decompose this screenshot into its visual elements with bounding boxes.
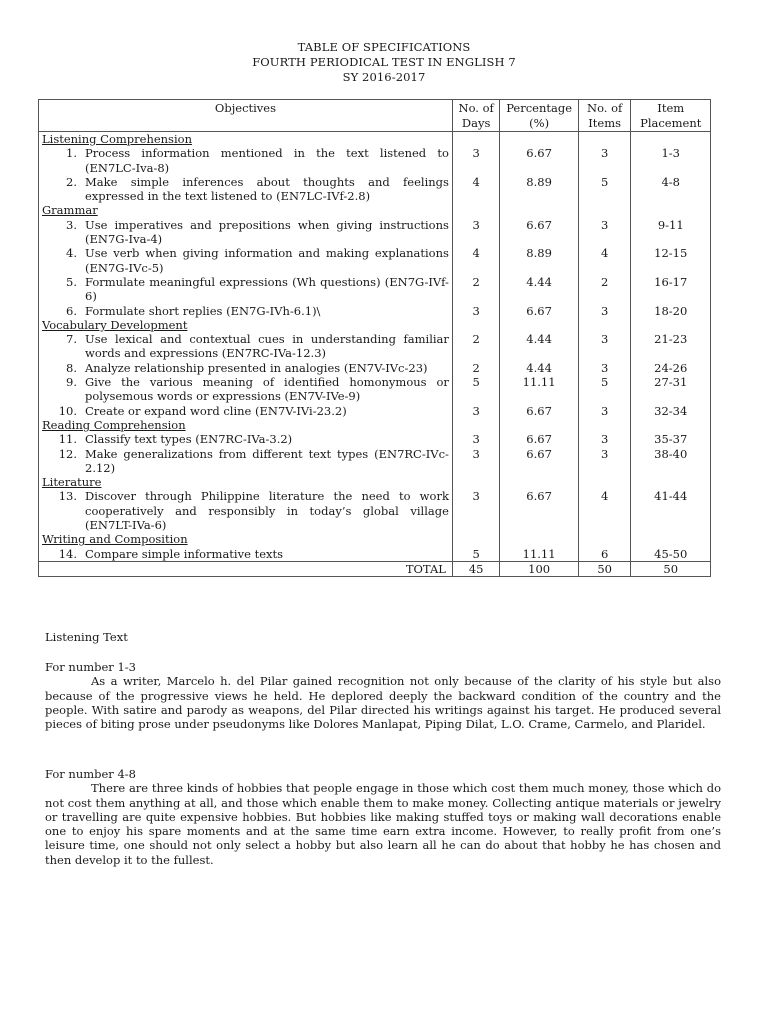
header-objectives: Objectives xyxy=(39,100,453,132)
placement-cell: 1-3 xyxy=(631,146,711,175)
section-title-cell xyxy=(39,203,453,217)
percentage-cell: 6.67 xyxy=(500,218,578,247)
objective-text: Use lexical and contextual cues in understanding familiar words and expressions (EN7RC-IVa-12.3) xyxy=(85,332,449,361)
section-title-cell xyxy=(39,475,453,489)
objective-text: Analyze relationship presented in analogies (EN7V-IVc-23) xyxy=(85,360,428,375)
total-placement: 50 xyxy=(631,561,711,576)
table-row xyxy=(39,218,711,247)
passage-1-block xyxy=(45,660,721,731)
section-empty-cell xyxy=(452,475,499,489)
days-cell: 4 xyxy=(452,246,499,275)
percentage-cell: 11.11 xyxy=(500,375,578,404)
section-title-cell xyxy=(39,418,453,432)
objective-cell xyxy=(39,146,453,175)
section-empty-cell xyxy=(452,203,499,217)
total-days: 45 xyxy=(452,561,499,576)
objective-text: Use imperatives and prepositions when giving instructions (EN7G-Iva-4) xyxy=(85,217,449,247)
table-row xyxy=(39,404,711,418)
objective-cell xyxy=(39,432,453,446)
total-items: 50 xyxy=(578,561,631,576)
table-row xyxy=(39,432,711,446)
table-row xyxy=(39,547,711,562)
items-cell: 2 xyxy=(578,275,631,304)
objective-number: 13. xyxy=(58,489,77,504)
specifications-table xyxy=(38,99,711,577)
days-cell: 3 xyxy=(452,146,499,175)
passage-1-label: For number 1-3 xyxy=(45,660,136,674)
percentage-cell: 8.89 xyxy=(500,246,578,275)
items-cell: 3 xyxy=(578,304,631,318)
items-cell: 3 xyxy=(578,432,631,446)
days-cell: 3 xyxy=(452,218,499,247)
objective-text: Formulate meaningful expressions (Wh questions) (EN7G-IVf-6) xyxy=(85,274,449,304)
objective-text: Compare simple informative texts xyxy=(85,546,284,561)
section-row xyxy=(39,532,711,546)
listening-heading-block xyxy=(45,630,721,644)
objective-text: Discover through Philippine literature the need to work cooperatively and responsibly in today’s global village (EN7LT-IVa-6) xyxy=(85,489,449,533)
section-title: Literature xyxy=(42,475,102,490)
placement-cell: 41-44 xyxy=(631,489,711,532)
passage-1-text: As a writer, Marcelo h. del Pilar gained recognition not only because of the clarity of his style but also because of the progressive views he held. He deplored deeply the backward condition of the country and the people. With satire and parody as weapons, del Pilar directed his writings against his target. He produced several pieces of biting prose under pseudonyms like Dolores Manlapat, Piping Dilat, L.O. Crame, Carmelo, and Plaridel. xyxy=(45,674,721,732)
days-cell: 2 xyxy=(452,275,499,304)
objective-cell xyxy=(39,175,453,204)
header-placement: Item Placement xyxy=(631,100,711,132)
section-row xyxy=(39,475,711,489)
objective-cell xyxy=(39,489,453,532)
objective-cell xyxy=(39,404,453,418)
section-title-cell xyxy=(39,532,453,546)
objective-number: 8. xyxy=(66,360,77,375)
section-empty-cell xyxy=(631,418,711,432)
section-empty-cell xyxy=(578,132,631,147)
placement-cell: 21-23 xyxy=(631,332,711,361)
table-row xyxy=(39,304,711,318)
objective-cell xyxy=(39,304,453,318)
section-title: Writing and Composition xyxy=(42,532,188,547)
section-empty-cell xyxy=(631,318,711,332)
days-cell: 2 xyxy=(452,361,499,375)
doc-subtitle: FOURTH PERIODICAL TEST IN ENGLISH 7 xyxy=(252,55,516,69)
objective-text: Make generalizations from different text types (EN7RC-IVc-2.12) xyxy=(85,446,449,475)
items-cell: 5 xyxy=(578,175,631,204)
placement-cell: 16-17 xyxy=(631,275,711,304)
objective-cell xyxy=(39,361,453,375)
percentage-cell: 8.89 xyxy=(500,175,578,204)
items-cell: 3 xyxy=(578,361,631,375)
table-row xyxy=(39,332,711,361)
placement-cell: 32-34 xyxy=(631,404,711,418)
table-row xyxy=(39,175,711,204)
table-header-row xyxy=(39,100,711,132)
objective-text: Classify text types (EN7RC-IVa-3.2) xyxy=(85,432,293,447)
items-cell: 4 xyxy=(578,246,631,275)
objective-text: Process information mentioned in the text listened to (EN7LC-Iva-8) xyxy=(85,146,449,175)
section-empty-cell xyxy=(578,318,631,332)
percentage-cell: 6.67 xyxy=(500,146,578,175)
percentage-cell: 4.44 xyxy=(500,275,578,304)
items-cell: 5 xyxy=(578,375,631,404)
section-empty-cell xyxy=(500,418,578,432)
doc-title: TABLE OF SPECIFICATIONS xyxy=(297,40,471,54)
days-cell: 5 xyxy=(452,547,499,562)
section-empty-cell xyxy=(500,532,578,546)
section-empty-cell xyxy=(452,132,499,147)
items-cell: 3 xyxy=(578,218,631,247)
days-cell: 3 xyxy=(452,404,499,418)
days-cell: 3 xyxy=(452,304,499,318)
section-title: Grammar xyxy=(42,203,98,218)
percentage-cell: 11.11 xyxy=(500,547,578,562)
objective-text: Formulate short replies (EN7G-IVh-6.1)\ xyxy=(85,303,321,318)
objective-text: Create or expand word cline (EN7V-IVi-23.2) xyxy=(85,403,347,418)
section-empty-cell xyxy=(631,532,711,546)
objective-number: 5. xyxy=(66,274,77,289)
section-empty-cell xyxy=(578,418,631,432)
objective-number: 1. xyxy=(66,146,77,161)
title-block xyxy=(0,40,768,85)
placement-cell: 35-37 xyxy=(631,432,711,446)
section-row xyxy=(39,132,711,147)
objective-text: Use verb when giving information and making explanations (EN7G-IVc-5) xyxy=(85,246,449,275)
section-title-cell xyxy=(39,318,453,332)
total-row xyxy=(39,561,711,576)
objective-number: 12. xyxy=(58,446,77,461)
days-cell: 3 xyxy=(452,432,499,446)
passage-2-block xyxy=(45,767,721,867)
percentage-cell: 6.67 xyxy=(500,447,578,476)
header-percentage: Percentage (%) xyxy=(500,100,578,132)
table-row xyxy=(39,375,711,404)
table-row xyxy=(39,146,711,175)
total-label: TOTAL xyxy=(39,561,453,576)
placement-cell: 45-50 xyxy=(631,547,711,562)
header-days: No. of Days xyxy=(452,100,499,132)
percentage-cell: 6.67 xyxy=(500,404,578,418)
table-row xyxy=(39,275,711,304)
section-title-cell xyxy=(39,132,453,147)
total-percentage: 100 xyxy=(500,561,578,576)
objective-cell xyxy=(39,332,453,361)
placement-cell: 4-8 xyxy=(631,175,711,204)
section-empty-cell xyxy=(631,203,711,217)
table-row xyxy=(39,361,711,375)
objective-cell xyxy=(39,218,453,247)
percentage-cell: 4.44 xyxy=(500,332,578,361)
section-empty-cell xyxy=(631,475,711,489)
passage-2-label: For number 4-8 xyxy=(45,767,136,781)
percentage-cell: 6.67 xyxy=(500,432,578,446)
items-cell: 3 xyxy=(578,404,631,418)
objective-cell xyxy=(39,375,453,404)
objective-number: 7. xyxy=(66,332,77,347)
days-cell: 4 xyxy=(452,175,499,204)
section-empty-cell xyxy=(578,532,631,546)
section-empty-cell xyxy=(500,132,578,147)
objective-cell xyxy=(39,275,453,304)
days-cell: 3 xyxy=(452,489,499,532)
objective-text: Make simple inferences about thoughts and feelings expressed in the text listened to (EN7LC-IVf-2.8) xyxy=(85,174,449,204)
items-cell: 4 xyxy=(578,489,631,532)
section-empty-cell xyxy=(452,318,499,332)
days-cell: 5 xyxy=(452,375,499,404)
objective-cell xyxy=(39,246,453,275)
objective-number: 10. xyxy=(58,403,77,418)
objective-number: 6. xyxy=(66,303,77,318)
section-empty-cell xyxy=(578,203,631,217)
placement-cell: 12-15 xyxy=(631,246,711,275)
days-cell: 3 xyxy=(452,447,499,476)
table-row xyxy=(39,489,711,532)
placement-cell: 9-11 xyxy=(631,218,711,247)
objective-cell xyxy=(39,447,453,476)
table-row xyxy=(39,447,711,476)
passage-2-text: There are three kinds of hobbies that people engage in those which cost them much money, those which do not cost them anything at all, and those which enable them to make money. Collecting antique materials or jewelry or travelling are quite expensive hobbies. But hobbies like making stuffed toys or making wall decorations enable one to enjoy his spare moments and at the same time earn extra income. However, to really profit from one’s leisure time, one should not only select a hobby but also learn all he can do about that hobby he has chosen and then develop it to the fullest. xyxy=(45,781,721,867)
section-empty-cell xyxy=(500,318,578,332)
items-cell: 3 xyxy=(578,146,631,175)
section-title: Vocabulary Development xyxy=(42,317,188,332)
section-title: Reading Comprehension xyxy=(42,417,186,432)
header-items: No. of Items xyxy=(578,100,631,132)
objective-text: Give the various meaning of identified homonymous or polysemous words or expressions (EN7V-IVe-9) xyxy=(85,375,449,404)
percentage-cell: 6.67 xyxy=(500,489,578,532)
listening-heading: Listening Text xyxy=(45,630,128,644)
placement-cell: 27-31 xyxy=(631,375,711,404)
objective-number: 9. xyxy=(66,375,77,390)
section-empty-cell xyxy=(578,475,631,489)
percentage-cell: 6.67 xyxy=(500,304,578,318)
items-cell: 3 xyxy=(578,332,631,361)
school-year: SY 2016-2017 xyxy=(342,70,426,84)
section-row xyxy=(39,203,711,217)
placement-cell: 24-26 xyxy=(631,361,711,375)
objective-number: 11. xyxy=(58,432,77,447)
percentage-cell: 4.44 xyxy=(500,361,578,375)
items-cell: 3 xyxy=(578,447,631,476)
section-empty-cell xyxy=(631,132,711,147)
section-row xyxy=(39,318,711,332)
section-empty-cell xyxy=(500,203,578,217)
days-cell: 2 xyxy=(452,332,499,361)
placement-cell: 18-20 xyxy=(631,304,711,318)
objective-number: 2. xyxy=(66,174,77,189)
objective-cell xyxy=(39,547,453,562)
section-empty-cell xyxy=(452,532,499,546)
placement-cell: 38-40 xyxy=(631,447,711,476)
objective-number: 4. xyxy=(66,246,77,261)
table-row xyxy=(39,246,711,275)
items-cell: 6 xyxy=(578,547,631,562)
section-title: Listening Comprehension xyxy=(42,132,192,146)
objective-number: 14. xyxy=(58,546,77,561)
table-body xyxy=(39,132,711,562)
section-empty-cell xyxy=(500,475,578,489)
objective-number: 3. xyxy=(66,217,77,232)
section-empty-cell xyxy=(452,418,499,432)
section-row xyxy=(39,418,711,432)
